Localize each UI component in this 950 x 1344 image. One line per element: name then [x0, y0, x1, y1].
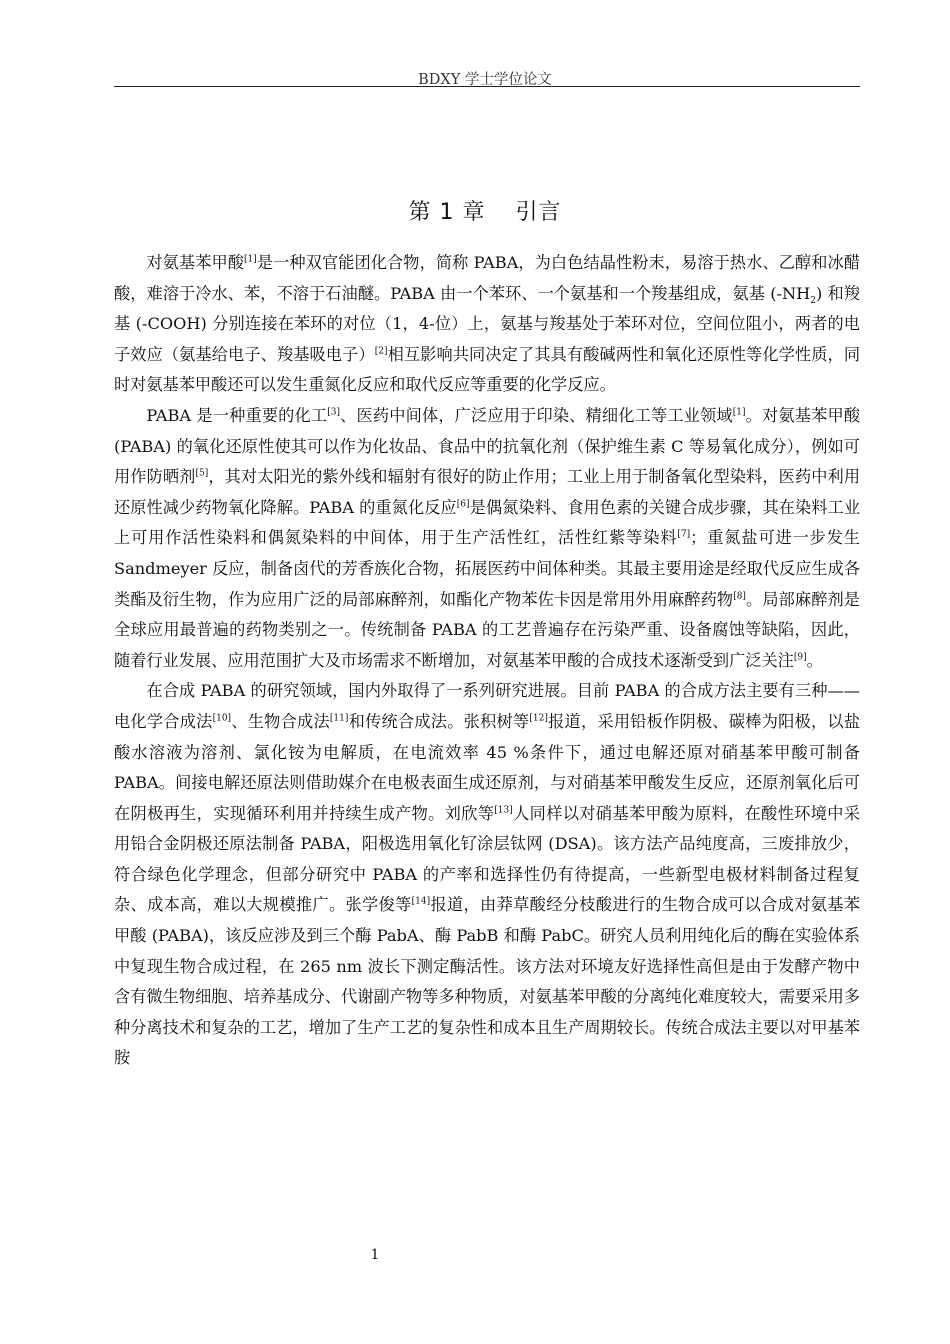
text-run: ) 和羧基 (-COOH) 分别连接在苯环的对位（1，4-位）上，氨基与羧基处于苯环对位，空间位阻小，两者的电子效应（氨基给电子、羧基吸电子）	[114, 283, 860, 364]
citation-marker: [1]	[244, 254, 257, 265]
citation-marker: [9]	[793, 652, 807, 663]
citation-marker: [14]	[411, 897, 431, 908]
text-run: 报道，由莽草酸经分枝酸进行的生物合成可以合成对氨基苯甲酸 (PABA)，该反应涉及到三个酶 PabA、酶 PabB 和酶 PabC。研究人员利用纯化后的酶在实验体系中复现生物合成过程，在 265 nm 波长下测定酶活性。该方法对环境友好选择性高但是由于发酵产物中含有微生物细胞、培养基成分、代谢副产物等多种物质，对氨基苯甲酸的分离纯化难度较大，需要采用多种分离技术和复杂的工艺，增加了生产工艺的复杂性和成本且生产周期较长。传统合成法主要以对甲基苯胺	[114, 895, 861, 1068]
text-run: PABA 是一种重要的化工	[146, 405, 328, 425]
citation-marker: [8]	[733, 591, 746, 602]
chapter-number: 第 1 章	[408, 199, 486, 225]
text-run: 、医药中间体，广泛应用于印染、精细化工等工业领域	[340, 405, 733, 425]
text-run: 在合成 PABA 的研究领域，国内外取得了一系列研究进展。目前 PABA 的合成方法主要有三种——电化学合成法	[114, 681, 860, 731]
body-text	[114, 248, 860, 1074]
text-run: 相互影响共同决定了其具有酸碱两性和氧化还原性等化学性质，同时对氨基苯甲酸还可以发生重氮化反应和取代反应等重要的化学反应。	[114, 344, 861, 395]
citation-marker: [2]	[374, 346, 388, 357]
text-run: 。对氨基苯甲酸 (PABA) 的氧化还原性使其可以作为化妆品、食品中的抗氧化剂（保护维生素 C 等易氧化成分），例如可用作防晒剂	[114, 405, 861, 487]
chapter-title	[0, 195, 950, 226]
citation-marker: [11]	[329, 713, 349, 724]
text-run: 对氨基苯甲酸	[146, 253, 245, 272]
citation-marker: [7]	[677, 529, 691, 540]
paragraph	[114, 248, 860, 401]
text-run: ；重氮盐可进一步发生 Sandmeyer 反应，制备卤代的芳香族化合物，拓展医药中间体种类。其最主要用途是经取代反应生成各类酯及衍生物，作为应用广泛的局部麻醉剂，如酯化产物苯佐卡因是常用外用麻醉药物	[114, 528, 860, 609]
text-run: 是偶氮染料、食用色素的关键合成步骤，其在染料工业上可用作活性染料和偶氮染料的中间体，用于生产活性红，活性红紫等染料	[114, 497, 861, 548]
text-run: 人同样以对硝基苯甲酸为原料，在酸性环境中采用铅合金阴极还原法制备 PABA，阳极选用氧化钌涂层钛网 (DSA)。该方法产品纯度高，三废排放少，符合绿色化学理念，但部分研究中 PABA 的产率和选择性仍有待提高，一些新型电极材料制备过程复杂、成本高，难以大规模推广。张学俊等	[114, 803, 861, 915]
paragraph	[114, 401, 860, 676]
header-divider	[114, 86, 860, 87]
running-header: BDXY 学士学位论文	[418, 72, 552, 88]
citation-marker: [10]	[212, 713, 232, 724]
citation-marker: [12]	[529, 713, 548, 724]
subscript: 2	[810, 295, 817, 306]
text-run: 是一种双官能团化合物，简称 PABA，为白色结晶性粉末，易溶于热水、乙醇和冰醋酸，难溶于冷水、苯，不溶于石油醚。PABA 由一个苯环、一个氨基和一个羧基组成，氨基 (-NH	[114, 253, 861, 303]
page-number: 1	[370, 1247, 380, 1263]
paragraph	[114, 676, 860, 1074]
text-run: 和传统合成法。张积树等	[348, 711, 530, 731]
text-run: 。局部麻醉剂是全球应用最普遍的药物类别之一。传统制备 PABA 的工艺普遍存在污染严重、设备腐蚀等缺陷，因此，随着行业发展、应用范围扩大及市场需求不断增加，对氨基苯甲酸的合成技术逐渐受到广泛关注	[114, 589, 860, 670]
citation-marker: [13]	[494, 805, 513, 816]
chapter-name: 引言	[515, 199, 562, 225]
citation-marker: [1]	[732, 407, 746, 418]
citation-marker: [6]	[456, 499, 470, 510]
text-run: 报道，采用铅板作阴极、碳棒为阳极，以盐酸水溶液为溶剂、氯化铵为电解质，在电流效率 45 %条件下，通过电解还原对硝基苯甲酸可制备 PABA。间接电解还原法则借助媒介在电极表面生成还原剂，与对硝基苯甲酸发生反应，还原剂氧化后可在阴极再生，实现循环利用并持续生成产物。刘欣等	[114, 711, 861, 823]
citation-marker: [3]	[327, 407, 340, 418]
text-run: 。	[806, 650, 823, 670]
text-run: ，其对太阳光的紫外线和辐射有很好的防止作用；工业上用于制备氧化型染料，医药中利用还原性减少药物氧化降解。PABA 的重氮化反应	[114, 467, 861, 517]
citation-marker: [5]	[195, 468, 209, 479]
text-run: 、生物合成法	[231, 711, 330, 731]
